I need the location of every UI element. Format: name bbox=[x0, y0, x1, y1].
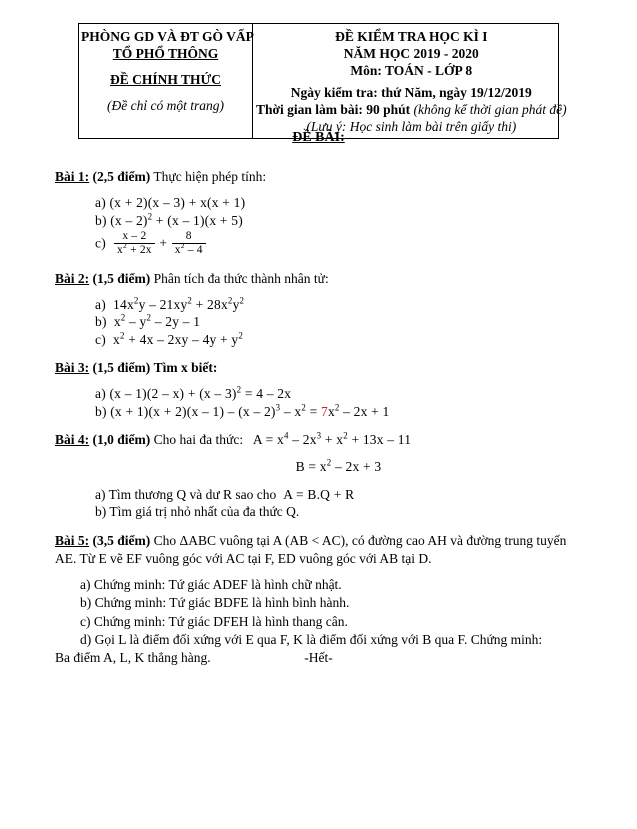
bai-5-item-a-text: Chứng minh: Tứ giác ADEF là hình chữ nhật. bbox=[93, 576, 342, 592]
bai-2-prompt: Phân tích đa thức thành nhân tử: bbox=[153, 270, 329, 286]
header-left-spacer-1 bbox=[81, 62, 250, 71]
exam-date-line: Ngày kiểm tra: thứ Năm, ngày 19/12/2019 bbox=[290, 85, 532, 100]
bai-3-item-b-red-coefficient: 7 bbox=[320, 403, 328, 419]
bai-1-item-b-text: (x – 2)$^2$ + (x – 1)(x + 5) bbox=[110, 211, 243, 228]
bai-3-items bbox=[0, 385, 637, 420]
bai-2-item-a-text: $14x^2y - 21xy^2 + 28x^2y^2$ bbox=[113, 295, 245, 312]
exam-header-table bbox=[78, 23, 567, 139]
de-bai-heading bbox=[0, 130, 637, 146]
single-page-note: (Đề chỉ có một trang) bbox=[107, 98, 224, 113]
bai-4-heading bbox=[0, 431, 637, 449]
bai-1-item-a bbox=[95, 194, 637, 212]
bai-5-items bbox=[0, 576, 637, 631]
bai-4-label: Bài 4: bbox=[55, 432, 90, 448]
school-year-line: NĂM HỌC 2019 - 2020 bbox=[343, 46, 479, 61]
question-bai-1 bbox=[0, 168, 637, 259]
exam-title-line: ĐỀ KIỂM TRA HỌC KÌ I bbox=[335, 29, 488, 44]
bai-5-heading bbox=[0, 532, 637, 568]
bai-4-item-b-marker: b) bbox=[95, 504, 107, 520]
bai-2-item-c-text: $x^2 + 4x - 2xy - 4y + y^2$ bbox=[113, 330, 244, 347]
bai-4-points: (1,0 điểm) bbox=[92, 432, 151, 448]
bai-1-gap bbox=[0, 186, 637, 194]
bai-5-points: (3,5 điểm) bbox=[92, 532, 151, 548]
bai-1-points: (2,5 điểm) bbox=[92, 169, 151, 184]
bai-2-item-b-text: $x^2 - y^2 - 2y - 1$ bbox=[113, 312, 201, 330]
organization-line-1: PHÒNG GD VÀ ĐT GÒ VẤP bbox=[81, 29, 254, 44]
bai-4-gap-1 bbox=[0, 449, 637, 457]
bai-5-label: Bài 5: bbox=[55, 532, 90, 548]
spacer-after-bai-2 bbox=[0, 348, 637, 359]
bai-5-item-c-marker: c) bbox=[80, 613, 91, 629]
bai-3-item-b-text-before: $(x + 1)(x + 2)(x - 1) - (x - 2)^3 - x^2$ = bbox=[110, 402, 321, 419]
bai-1-item-b-marker: b) bbox=[95, 212, 107, 228]
bai-4-item-b-text: Tìm giá trị nhỏ nhất của đa thức Q. bbox=[109, 504, 300, 520]
bai-3-item-b-marker: b) bbox=[95, 403, 107, 419]
bai-2-heading bbox=[0, 270, 637, 288]
official-exam-label: ĐỀ CHÍNH THỨC bbox=[109, 72, 221, 87]
bai-1-fraction-2-denominator: $x^2 - 4$ bbox=[174, 241, 203, 256]
bai-1-fraction-operator: + bbox=[159, 235, 168, 251]
bai-1-item-c-marker: c) bbox=[95, 235, 106, 251]
bai-3-label: Bài 3: bbox=[55, 360, 90, 376]
duration-line bbox=[256, 101, 567, 118]
bai-4-gap-2 bbox=[0, 478, 637, 486]
header-left-cell bbox=[79, 24, 253, 138]
bai-3-item-a bbox=[95, 385, 637, 403]
bai-1-items bbox=[0, 194, 637, 259]
bai-4-polynomial-a: $A = x^4 - 2x^3 + x^2 + 13x - 11$ bbox=[246, 430, 412, 448]
bai-2-item-c-marker: c) bbox=[95, 331, 106, 347]
bai-4-items bbox=[0, 486, 637, 521]
bai-2-items bbox=[0, 296, 637, 349]
bai-4-polynomial-b: $B = x^2 - 2x + 3$ bbox=[295, 457, 382, 475]
bai-2-item-a-marker: a) bbox=[95, 296, 106, 312]
bai-2-item-b bbox=[95, 313, 637, 331]
bai-4-polynomial-b-row bbox=[0, 457, 637, 477]
bai-5-item-d-line-1 bbox=[0, 631, 637, 649]
question-bai-4 bbox=[0, 431, 637, 520]
duration-bold-text: Thời gian làm bài: 90 phút bbox=[256, 102, 411, 117]
spacer-after-bai-4 bbox=[0, 521, 637, 532]
bai-4-item-b bbox=[95, 503, 637, 521]
bai-5-item-d-text-2: Ba điểm A, L, K thẳng hàng. bbox=[55, 650, 211, 666]
bai-5-item-d-text-1: Gọi L là điểm đối xứng với E qua F, K là điểm đối xứng với B qua F. Chứng minh: bbox=[94, 631, 543, 647]
bai-1-prompt: Thực hiện phép tính: bbox=[153, 169, 267, 184]
bai-4-prompt: Cho hai đa thức: bbox=[153, 432, 244, 448]
bai-1-item-a-text: (x + 2)(x – 3) + x(x + 1) bbox=[109, 194, 246, 210]
bai-5-item-a bbox=[80, 576, 587, 594]
bai-3-item-a-marker: a) bbox=[95, 386, 106, 402]
bai-1-fraction-1 bbox=[114, 230, 155, 257]
bai-5-item-d-marker: d) bbox=[80, 631, 92, 647]
exam-footer bbox=[0, 650, 637, 666]
bai-3-item-b bbox=[95, 403, 637, 421]
subject-line: Môn: TOÁN - LỚP 8 bbox=[350, 63, 473, 78]
bai-5-item-b-marker: b) bbox=[80, 595, 92, 611]
bai-5-item-c bbox=[80, 613, 587, 631]
bai-3-heading bbox=[0, 359, 637, 377]
bai-5-item-b-text: Chứng minh: Tứ giác BDFE là hình bình hành. bbox=[94, 595, 350, 611]
bai-3-item-b-text-after: $x^2 - 2x + 1$ bbox=[327, 402, 390, 419]
bai-5-prompt-line-1: Cho ΔABC vuông tại A (AB < AC), có đường cao AH và đường trung bbox=[153, 532, 533, 548]
bai-2-points: (1,5 điểm) bbox=[92, 270, 151, 286]
spacer-after-bai-1 bbox=[0, 259, 637, 270]
bai-2-item-b-marker: b) bbox=[95, 314, 107, 330]
header-right-cell bbox=[253, 24, 570, 138]
bai-1-heading bbox=[0, 168, 637, 186]
bai-1-fraction-1-denominator: $x^2 + 2x$ bbox=[117, 241, 152, 256]
bai-1-fraction-2-numerator: 8 bbox=[172, 230, 206, 244]
question-bai-3 bbox=[0, 359, 637, 420]
bai-3-item-a-text: (x – 1)(2 – x) + (x – 3)$^2$ = 4 – 2x bbox=[109, 384, 292, 402]
bai-2-gap bbox=[0, 288, 637, 296]
student-notice-line: (Lưu ý: Học sinh làm bài trên giấy thi) bbox=[306, 119, 517, 134]
bai-4-item-a-text: Tìm thương Q và dư R sao cho bbox=[108, 486, 277, 502]
bai-3-points: (1,5 điểm) bbox=[92, 360, 151, 376]
question-bai-2 bbox=[0, 270, 637, 349]
bai-3-prompt: Tìm x biết: bbox=[153, 360, 218, 376]
bai-1-item-a-marker: a) bbox=[95, 194, 106, 210]
bai-5-item-b bbox=[80, 594, 587, 612]
bai-1-fraction-2 bbox=[172, 230, 206, 257]
duration-italic-note: (không kể thời gian phát đề) bbox=[413, 102, 567, 117]
bai-1-fraction-1-numerator: x – 2 bbox=[114, 230, 155, 244]
bai-5-prompt-line-2: tuyến AE. Từ E vẽ EF vuông góc với AC tại F, ED vuông góc với AB tại D. bbox=[55, 532, 567, 566]
bai-1-item-c bbox=[95, 229, 637, 259]
bai-4-item-a-marker: a) bbox=[95, 486, 106, 502]
de-bai-heading-text: ĐỀ BÀI: bbox=[292, 130, 345, 145]
het-marker: -Hết- bbox=[304, 650, 333, 665]
organization-line-2: TỔ PHỔ THÔNG bbox=[112, 46, 219, 61]
bai-4-item-a bbox=[95, 486, 637, 504]
exam-body bbox=[0, 168, 637, 667]
spacer-after-bai-3 bbox=[0, 420, 637, 431]
bai-2-item-a bbox=[95, 296, 637, 314]
bai-2-item-c bbox=[95, 331, 637, 349]
bai-4-item-a-formula: A = B.Q + R bbox=[279, 486, 355, 502]
header-left-spacer-2 bbox=[81, 88, 250, 97]
bai-5-item-c-text: Chứng minh: Tứ giác DFEH là hình thang cân. bbox=[93, 613, 348, 629]
bai-5-gap bbox=[0, 568, 637, 576]
bai-1-item-b bbox=[95, 212, 637, 230]
bai-1-label: Bài 1: bbox=[55, 169, 90, 184]
bai-5-item-a-marker: a) bbox=[80, 576, 91, 592]
bai-3-gap bbox=[0, 377, 637, 385]
bai-2-label: Bài 2: bbox=[55, 270, 90, 286]
question-bai-5 bbox=[0, 532, 637, 667]
